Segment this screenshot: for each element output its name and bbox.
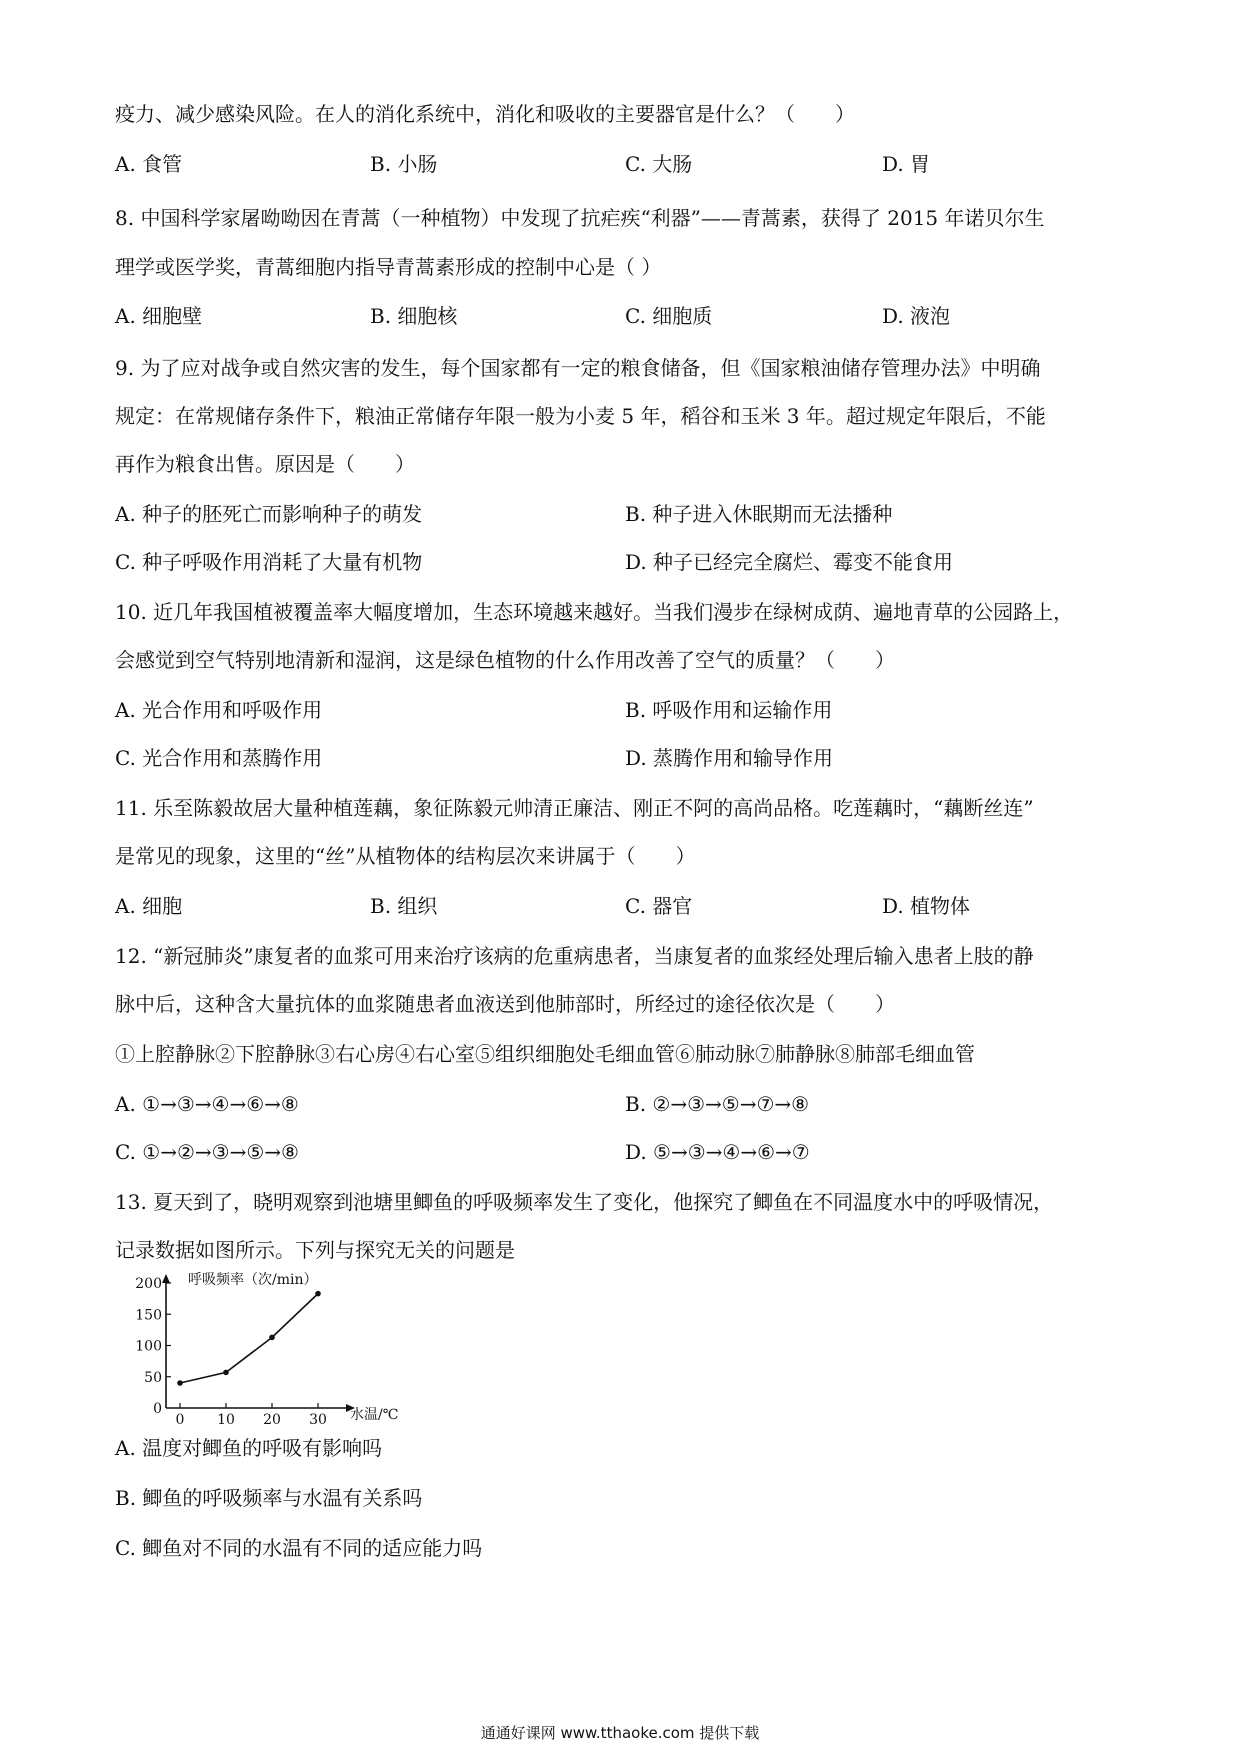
y-tick-label: 150 <box>135 1307 162 1324</box>
q10-stem-line-2: 会感觉到空气特别地清新和湿润，这是绿色植物的什么作用改善了空气的质量？（ ） <box>115 648 895 672</box>
q13-stem-line-2: 记录数据如图所示。下列与探究无关的问题是 <box>115 1238 515 1262</box>
y-tick-label: 100 <box>135 1338 162 1355</box>
series-line <box>180 1294 318 1383</box>
x-tick-label: 30 <box>309 1412 327 1428</box>
y-tick-label: 200 <box>135 1276 162 1292</box>
q10-option-c: C. 光合作用和蒸腾作用 <box>115 746 323 770</box>
q12-option-b: B. ②→③→⑤→⑦→⑧ <box>625 1092 810 1116</box>
q7-option-c: C. 大肠 <box>625 152 693 176</box>
q13-option-c: C. 鲫鱼对不同的水温有不同的适应能力吗 <box>115 1536 483 1560</box>
q11-stem-line-1: 11. 乐至陈毅故居大量种植莲藕，象征陈毅元帅清正廉洁、刚正不阿的高尚品格。吃莲藕时，“藕断丝连” <box>115 796 1034 820</box>
q10-option-d: D. 蒸腾作用和输导作用 <box>625 746 834 770</box>
q8-option-d: D. 液泡 <box>882 304 951 328</box>
q13-option-b: B. 鲫鱼的呼吸频率与水温有关系吗 <box>115 1486 423 1510</box>
q9-option-a: A. 种子的胚死亡而影响种子的萌发 <box>115 502 423 526</box>
x-tick-label: 20 <box>263 1412 281 1428</box>
q7-stem-line: 疫力、减少感染风险。在人的消化系统中，消化和吸收的主要器官是什么？（ ） <box>115 102 855 126</box>
q8-stem-line-2: 理学或医学奖，青蒿细胞内指导青蒿素形成的控制中心是（ ） <box>115 255 662 279</box>
q9-option-c: C. 种子呼吸作用消耗了大量有机物 <box>115 550 423 574</box>
q11-option-b: B. 组织 <box>370 894 438 918</box>
chart-x-axis-label: 水温/℃ <box>350 1407 399 1423</box>
q10-stem-line-1: 10. 近几年我国植被覆盖率大幅度增加，生态环境越来越好。当我们漫步在绿树成荫、遍地青草的公园路上， <box>115 600 1074 624</box>
q8-option-a: A. 细胞壁 <box>115 304 203 328</box>
breathing-rate-chart <box>128 1270 458 1430</box>
chart-y-axis-label: 呼吸频率（次/min） <box>188 1272 318 1288</box>
q13-option-a: A. 温度对鲫鱼的呼吸有影响吗 <box>115 1436 383 1460</box>
chart-axes <box>162 1274 355 1412</box>
q9-option-b: B. 种子进入休眠期而无法播种 <box>625 502 893 526</box>
q8-option-b: B. 细胞核 <box>370 304 458 328</box>
x-tick-label: 10 <box>217 1412 235 1428</box>
q12-option-a: A. ①→③→④→⑥→⑧ <box>115 1092 299 1116</box>
y-tick-label: 0 <box>153 1401 162 1417</box>
q8-option-c: C. 细胞质 <box>625 304 713 328</box>
q10-option-b: B. 呼吸作用和运输作用 <box>625 698 833 722</box>
chart-ticks <box>135 1276 327 1428</box>
q12-stem-line-3: ①上腔静脉②下腔静脉③右心房④右心室⑤组织细胞处毛细血管⑥肺动脉⑦肺静脉⑧肺部毛细血管 <box>115 1042 975 1066</box>
q8-stem-line-1: 8. 中国科学家屠呦呦因在青蒿（一种植物）中发现了抗疟疾“利器”——青蒿素，获得了 2015 年诺贝尔生 <box>115 206 1045 230</box>
y-tick-label: 50 <box>144 1369 162 1386</box>
data-point <box>269 1335 275 1341</box>
q12-stem-line-1: 12. “新冠肺炎”康复者的血浆可用来治疗该病的危重病患者，当康复者的血浆经处理后输入患者上肢的静 <box>115 944 1034 968</box>
x-tick-label: 0 <box>175 1412 185 1428</box>
q7-option-a: A. 食管 <box>115 152 183 176</box>
q11-option-d: D. 植物体 <box>882 894 971 918</box>
data-point <box>223 1370 229 1376</box>
data-point <box>177 1380 183 1386</box>
q12-stem-line-2: 脉中后，这种含大量抗体的血浆随患者血液送到他肺部时，所经过的途径依次是（ ） <box>115 992 895 1016</box>
data-point <box>315 1291 321 1297</box>
q9-stem-line-1: 9. 为了应对战争或自然灾害的发生，每个国家都有一定的粮食储备，但《国家粮油储存管理办法》中明确 <box>115 356 1041 380</box>
q7-option-d: D. 胃 <box>882 152 931 176</box>
q7-option-b: B. 小肠 <box>370 152 438 176</box>
q12-option-d: D. ⑤→③→④→⑥→⑦ <box>625 1140 810 1164</box>
y-axis-arrow <box>162 1274 170 1283</box>
q10-option-a: A. 光合作用和呼吸作用 <box>115 698 323 722</box>
q9-stem-line-2: 规定：在常规储存条件下，粮油正常储存年限一般为小麦 5 年，稻谷和玉米 3 年。超过规定年限后，不能 <box>115 404 1046 428</box>
chart-series <box>177 1291 321 1386</box>
q13-stem-line-1: 13. 夏天到了，晓明观察到池塘里鲫鱼的呼吸频率发生了变化，他探究了鲫鱼在不同温度水中的呼吸情况， <box>115 1190 1054 1214</box>
q9-option-d: D. 种子已经完全腐烂、霉变不能食用 <box>625 550 954 574</box>
q11-option-c: C. 器官 <box>625 894 693 918</box>
q12-option-c: C. ①→②→③→⑤→⑧ <box>115 1140 299 1164</box>
page-footer: 通通好课网 www.tthaoke.com 提供下载 <box>480 1724 760 1742</box>
q11-option-a: A. 细胞 <box>115 894 183 918</box>
q9-stem-line-3: 再作为粮食出售。原因是（ ） <box>115 452 415 476</box>
q11-stem-line-2: 是常见的现象，这里的“丝”从植物体的结构层次来讲属于（ ） <box>115 844 696 868</box>
